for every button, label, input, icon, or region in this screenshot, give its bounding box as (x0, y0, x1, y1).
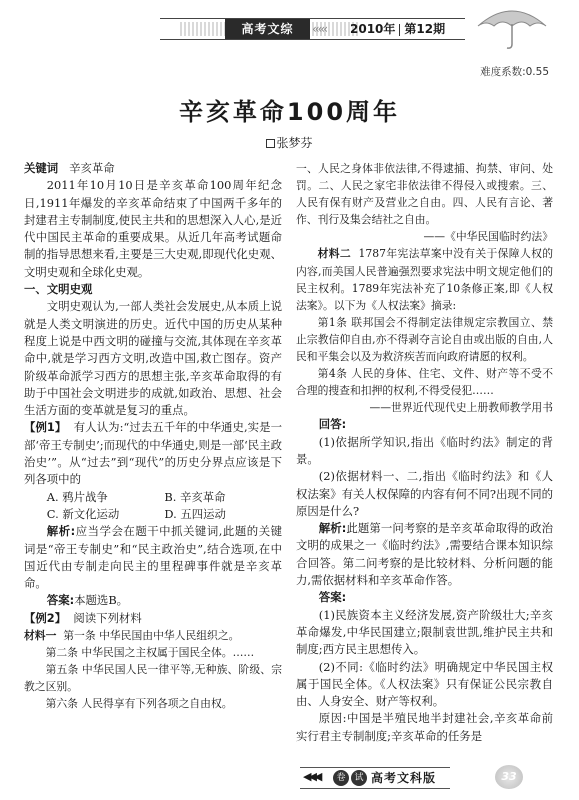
question-1: (1)依据所学知识,指出《临时约法》制定的背景。 (296, 434, 553, 466)
page-footer (0, 758, 579, 794)
material1-text: 第一条 中华民国由中华人民组织之。 (63, 629, 240, 643)
answer2-part2: (2)不同:《临时约法》明确规定中华民国主权属于国民全体。《人权法案》只有保证公民宗教自由、人身安全、财产等权利。 (296, 659, 553, 709)
analysis2-label: 解析: (318, 521, 347, 536)
source-citation-2: ——世界近代现代史上册教师教学用书 (369, 401, 553, 415)
page-header (0, 0, 579, 58)
option-b: B. 辛亥革命 (164, 489, 226, 504)
material1-label: 材料一 (24, 629, 57, 643)
difficulty-rating: 难度系数:0.55 (480, 66, 549, 78)
answer-text: 本题选B。 (74, 593, 129, 608)
answer2-reason: 原因:中国是半殖民地半封建社会,辛亥革命前实行君主专制制度;辛亥革命的任务是 (296, 711, 553, 743)
answer2-part1: (1)民族资本主义经济发展,资产阶级壮大;辛亥革命爆发,中华民国建立;限制袁世凯,维护民主共和制度;西方民主思想传入。 (296, 607, 553, 657)
author-line (0, 134, 579, 151)
question-label: 回答: (318, 417, 347, 432)
magazine-brand: 高考文综 (225, 19, 310, 39)
option-c: C. 新文化运动 (46, 506, 120, 521)
option-d: D. 五四运动 (164, 506, 226, 521)
right-column (296, 160, 553, 745)
material2-text: 1787年宪法草案中没有关于保障人权的内容,而美国人民普遍强烈要求宪法中明文规定他们的民主权利。1789年宪法补充了10条修正案,即《人权法案》。以下为《人权法案》摘录: (296, 247, 554, 312)
article-title: 辛亥革命100周年 (178, 98, 401, 126)
material2 (296, 245, 553, 313)
material1-continued: 一、人民之身体非依法律,不得逮捕、拘禁、审问、处罚。二、人民之家宅非依法律不得侵入或搜索。三、人民有保有财产及营业之自由。四、人民有言论、著作、刊行及集会结社之自由。 (296, 162, 553, 227)
umbrella-icon (472, 2, 552, 50)
example1-label: 【例1】 (24, 420, 67, 435)
example2-label: 【例2】 (24, 610, 67, 625)
example1-text: 有人认为:“过去五千年的中华通史,实是一部‘帝王专制史’;而现代的中华通史,则是一部‘民主政治史’”。从“过去”到“现代”的历史分界点应该是下列各项中的 (24, 420, 282, 487)
answer-label: 答案: (46, 593, 75, 608)
issue-year: 2010年 (350, 22, 396, 36)
section-heading: 一、文明史观 (24, 282, 93, 297)
example1-analysis (24, 523, 282, 592)
option-a: A. 鸦片战争 (46, 489, 108, 504)
footer-edition: 高考文科版 (371, 771, 437, 785)
intro-paragraph: 2011年10月10日是辛亥革命100周年纪念日,1911年爆发的辛亥革命结束了中国两千多年的封建君主专制制度,使民主共和的思想深入人心,是近代中国民主革命的重要成果。从近几年高考试题命制的指导思想来看,主要是三大史观,即现代化史观、文明史观和全球化史观。 (24, 178, 282, 279)
article-6: 第六条 人民得享有下列各项之自由权。 (45, 697, 233, 711)
keywords-label: 关键词 (24, 161, 59, 175)
author-name: 张梦芬 (276, 136, 313, 150)
example1-stem (24, 419, 282, 488)
page-number: 33 (495, 765, 523, 789)
issue-info (350, 18, 445, 40)
arrows-icon: ◀◀◀ (303, 770, 320, 783)
example1-answer (24, 592, 282, 609)
example2-analysis (296, 520, 553, 589)
analysis2-text: 此题第一问考察的是辛亥革命取得的政治文明的成果之一《临时约法》,需要结合课本知识综合回答。第二问考察的是比较材料、分析问题的能力,需依据材料和辛亥革命作答。 (296, 521, 553, 588)
material1 (24, 627, 282, 644)
article-5: 第五条 中华民国人民一律平等,无种族、阶级、宗教之区别。 (24, 663, 282, 694)
footer-badge-2: 试 (351, 770, 367, 786)
answer2-label: 答案: (318, 590, 347, 605)
analysis-text: 应当学会在题干中抓关键词,此题的关键词是“帝王专制史”和“民主政治史”,结合选项,在中国近代由专制走向民主的里程碑事件就是辛亥革命。 (24, 524, 282, 591)
issue-number: 第12期 (404, 22, 446, 36)
question-2: (2)依据材料一、二,指出《临时约法》和《人权法案》有关人权保障的内容有何不同?出现不同的原因是什么? (296, 469, 553, 518)
section-paragraph: 文明史观认为,一部人类社会发展史,从本质上说就是人类文明演进的历史。近代中国的历史从某种程度上说是中西文明的碰撞与交流,其体现在辛亥革命中,就是学习西方文明,改造中国,救亡图存。资产阶级革命派学习西方的思想主张,辛亥革命取得的有助于中国社会文明进步的成就,如政治、思想、社会生活方面的变革就是复习的重点。 (24, 299, 282, 418)
bill-article-1: 第1条 联邦国会不得制定法律规定宗教国立、禁止宗教信仰自由,亦不得剥夺言论自由或出版的自由,人民和平集会以及为救济疾苦而向政府请愿的权利。 (296, 315, 553, 364)
chevron-icon: ‹‹‹‹‹ (312, 22, 326, 36)
material2-label: 材料二 (317, 247, 351, 261)
bill-article-4: 第4条 人民的身体、住宅、文件、财产等不受不合理的搜查和扣押的权利,不得受侵犯…… (296, 367, 553, 398)
footer-badge-1: 卷 (333, 770, 349, 786)
example2-text: 阅读下列材料 (73, 610, 142, 625)
keywords-line (24, 160, 282, 177)
source-citation-1: ——《中华民国临时约法》 (423, 230, 553, 244)
example2-stem (24, 610, 282, 627)
analysis-label: 解析: (46, 524, 76, 539)
author-box-icon (266, 139, 275, 148)
keywords-value: 辛亥革命 (69, 161, 115, 175)
left-column (24, 160, 282, 712)
example1-options (24, 489, 282, 524)
article-2: 第二条 中华民国之主权属于国民全体。…… (45, 646, 255, 660)
